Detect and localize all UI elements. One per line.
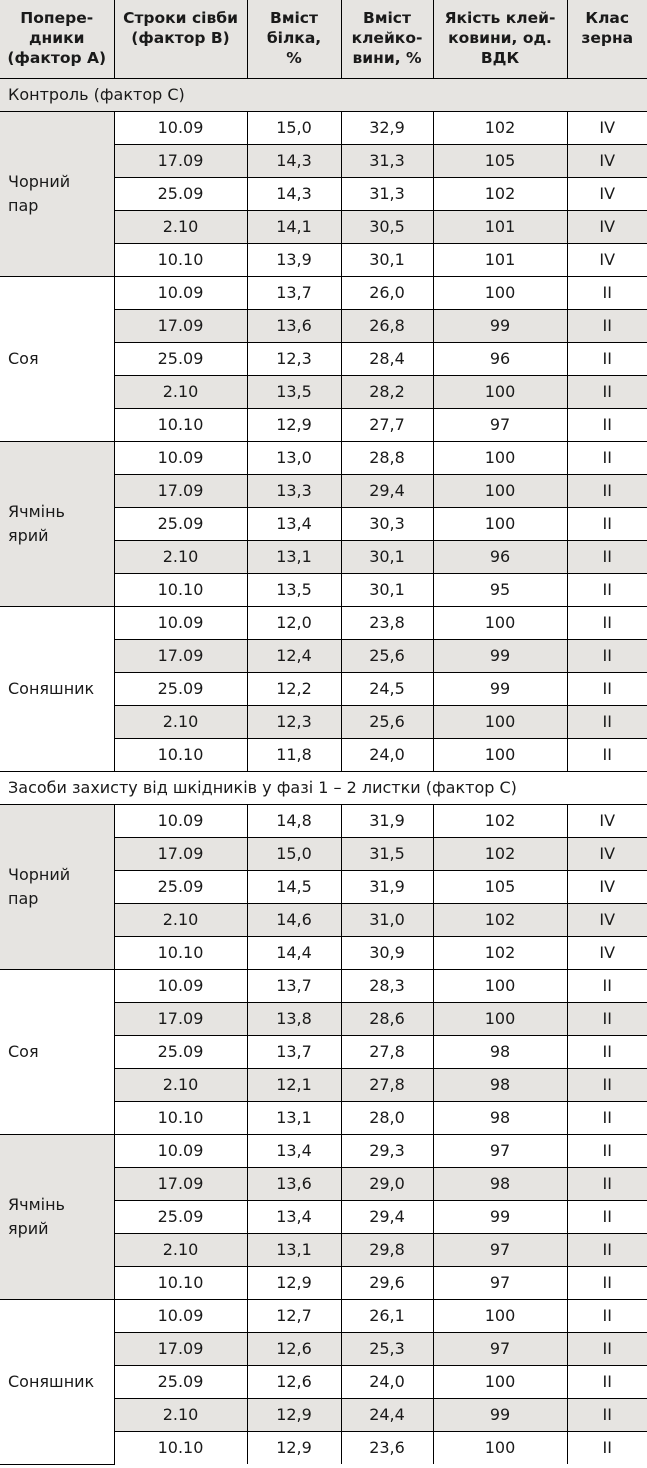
gluten-quality-cell: 97: [433, 1233, 567, 1266]
protein-cell: 12,3: [247, 705, 341, 738]
gluten-cell: 30,5: [341, 210, 433, 243]
gluten-quality-cell: 102: [433, 111, 567, 144]
gluten-cell: 29,4: [341, 474, 433, 507]
sowing-date-cell: 2.10: [114, 1233, 247, 1266]
gluten-cell: 30,1: [341, 243, 433, 276]
predecessor-cell: Ячмінь ярий: [0, 441, 114, 606]
gluten-quality-cell: 100: [433, 1002, 567, 1035]
gluten-cell: 31,5: [341, 837, 433, 870]
gluten-cell: 26,8: [341, 309, 433, 342]
sowing-date-cell: 10.10: [114, 738, 247, 771]
sowing-date-cell: 25.09: [114, 507, 247, 540]
protein-cell: 12,9: [247, 1266, 341, 1299]
gluten-quality-cell: 99: [433, 309, 567, 342]
protein-cell: 13,5: [247, 375, 341, 408]
gluten-cell: 30,9: [341, 936, 433, 969]
grain-class-cell: IV: [567, 144, 647, 177]
protein-cell: 14,4: [247, 936, 341, 969]
gluten-cell: 28,6: [341, 1002, 433, 1035]
protein-cell: 13,4: [247, 1200, 341, 1233]
protein-cell: 13,1: [247, 1101, 341, 1134]
protein-cell: 13,6: [247, 309, 341, 342]
protein-cell: 12,2: [247, 672, 341, 705]
grain-class-cell: II: [567, 342, 647, 375]
protein-cell: 13,4: [247, 507, 341, 540]
table-row: [0, 441, 647, 474]
sowing-date-cell: 10.09: [114, 111, 247, 144]
grain-class-cell: II: [567, 1035, 647, 1068]
gluten-quality-cell: 105: [433, 144, 567, 177]
gluten-quality-cell: 97: [433, 1134, 567, 1167]
sowing-date-cell: 10.09: [114, 1299, 247, 1332]
gluten-cell: 28,8: [341, 441, 433, 474]
header-predecessor: [0, 0, 114, 78]
gluten-quality-cell: 101: [433, 243, 567, 276]
gluten-cell: 29,3: [341, 1134, 433, 1167]
protein-cell: 12,0: [247, 606, 341, 639]
grain-class-cell: II: [567, 1332, 647, 1365]
table-row: [0, 1299, 647, 1332]
header-predecessor-label: Попере- дники (фактор А): [7, 9, 107, 67]
gluten-quality-cell: 97: [433, 1266, 567, 1299]
gluten-quality-cell: 98: [433, 1101, 567, 1134]
header-sowing-date: [114, 0, 247, 78]
gluten-cell: 23,8: [341, 606, 433, 639]
header-protein-label: Вміст білка, %: [266, 9, 322, 67]
gluten-quality-cell: 100: [433, 1431, 567, 1464]
protein-cell: 13,1: [247, 1233, 341, 1266]
sowing-date-cell: 25.09: [114, 177, 247, 210]
gluten-cell: 24,5: [341, 672, 433, 705]
gluten-quality-cell: 100: [433, 507, 567, 540]
header-grain-class: [567, 0, 647, 78]
sowing-date-cell: 10.10: [114, 1266, 247, 1299]
protein-cell: 13,7: [247, 276, 341, 309]
grain-class-cell: II: [567, 1134, 647, 1167]
protein-cell: 14,3: [247, 144, 341, 177]
gluten-quality-cell: 102: [433, 837, 567, 870]
protein-cell: 14,6: [247, 903, 341, 936]
protein-cell: 12,6: [247, 1332, 341, 1365]
grain-class-cell: II: [567, 969, 647, 1002]
gluten-cell: 30,1: [341, 573, 433, 606]
sowing-date-cell: 2.10: [114, 1068, 247, 1101]
predecessor-cell: Соя: [0, 969, 114, 1134]
protein-cell: 12,9: [247, 1398, 341, 1431]
sowing-date-cell: 10.10: [114, 573, 247, 606]
predecessor-cell: Соняшник: [0, 606, 114, 771]
grain-class-cell: IV: [567, 936, 647, 969]
gluten-quality-cell: 102: [433, 804, 567, 837]
gluten-cell: 29,4: [341, 1200, 433, 1233]
gluten-quality-cell: 100: [433, 375, 567, 408]
grain-class-cell: II: [567, 507, 647, 540]
gluten-cell: 24,0: [341, 1365, 433, 1398]
grain-class-cell: II: [567, 375, 647, 408]
grain-class-cell: II: [567, 408, 647, 441]
gluten-cell: 32,9: [341, 111, 433, 144]
protein-cell: 12,7: [247, 1299, 341, 1332]
sowing-date-cell: 25.09: [114, 1035, 247, 1068]
gluten-cell: 31,0: [341, 903, 433, 936]
sowing-date-cell: 10.09: [114, 276, 247, 309]
grain-class-cell: II: [567, 672, 647, 705]
protein-cell: 13,1: [247, 540, 341, 573]
gluten-cell: 27,8: [341, 1068, 433, 1101]
sowing-date-cell: 2.10: [114, 903, 247, 936]
sowing-date-cell: 2.10: [114, 375, 247, 408]
gluten-cell: 24,0: [341, 738, 433, 771]
grain-class-cell: II: [567, 1266, 647, 1299]
sowing-date-cell: 17.09: [114, 144, 247, 177]
grain-class-cell: II: [567, 1200, 647, 1233]
protein-cell: 13,4: [247, 1134, 341, 1167]
gluten-quality-cell: 101: [433, 210, 567, 243]
grain-class-cell: II: [567, 1299, 647, 1332]
table-row: [0, 606, 647, 639]
gluten-quality-cell: 100: [433, 441, 567, 474]
gluten-quality-cell: 98: [433, 1068, 567, 1101]
grain-class-cell: II: [567, 573, 647, 606]
gluten-quality-cell: 100: [433, 705, 567, 738]
sowing-date-cell: 10.10: [114, 243, 247, 276]
gluten-cell: 30,3: [341, 507, 433, 540]
grain-class-cell: II: [567, 639, 647, 672]
gluten-cell: 30,1: [341, 540, 433, 573]
gluten-cell: 28,0: [341, 1101, 433, 1134]
gluten-quality-cell: 99: [433, 1200, 567, 1233]
protein-cell: 13,7: [247, 1035, 341, 1068]
protein-cell: 13,9: [247, 243, 341, 276]
gluten-cell: 27,7: [341, 408, 433, 441]
sowing-date-cell: 25.09: [114, 1365, 247, 1398]
protein-cell: 13,8: [247, 1002, 341, 1035]
gluten-quality-cell: 102: [433, 177, 567, 210]
gluten-cell: 27,8: [341, 1035, 433, 1068]
predecessor-cell: Чорний пар: [0, 804, 114, 969]
gluten-quality-cell: 100: [433, 1365, 567, 1398]
sowing-date-cell: 10.09: [114, 804, 247, 837]
gluten-cell: 28,2: [341, 375, 433, 408]
header-gluten-quality-label: Якість клей- ковини, од. ВДК: [444, 9, 556, 67]
sowing-date-cell: 17.09: [114, 1002, 247, 1035]
protein-cell: 14,1: [247, 210, 341, 243]
gluten-quality-cell: 100: [433, 738, 567, 771]
sowing-date-cell: 17.09: [114, 309, 247, 342]
grain-class-cell: II: [567, 1068, 647, 1101]
grain-class-cell: IV: [567, 111, 647, 144]
gluten-cell: 28,3: [341, 969, 433, 1002]
sowing-date-cell: 2.10: [114, 705, 247, 738]
gluten-cell: 31,3: [341, 144, 433, 177]
grain-class-cell: II: [567, 1431, 647, 1464]
header-gluten: [341, 0, 433, 78]
gluten-cell: 25,3: [341, 1332, 433, 1365]
predecessor-cell: Соя: [0, 276, 114, 441]
protein-cell: 13,0: [247, 441, 341, 474]
gluten-quality-cell: 102: [433, 903, 567, 936]
section-title: Засоби захисту від шкідників у фазі 1 – 2 листки (фактор С): [0, 771, 647, 804]
gluten-quality-cell: 102: [433, 936, 567, 969]
gluten-quality-cell: 97: [433, 1332, 567, 1365]
sowing-date-cell: 17.09: [114, 837, 247, 870]
gluten-cell: 31,9: [341, 804, 433, 837]
gluten-quality-cell: 100: [433, 276, 567, 309]
gluten-cell: 23,6: [341, 1431, 433, 1464]
protein-cell: 14,3: [247, 177, 341, 210]
protein-cell: 13,5: [247, 573, 341, 606]
sowing-date-cell: 10.09: [114, 606, 247, 639]
grain-class-cell: II: [567, 1002, 647, 1035]
gluten-quality-cell: 100: [433, 606, 567, 639]
sowing-date-cell: 2.10: [114, 210, 247, 243]
sowing-date-cell: 25.09: [114, 870, 247, 903]
sowing-date-cell: 10.10: [114, 408, 247, 441]
header-protein: [247, 0, 341, 78]
grain-class-cell: IV: [567, 870, 647, 903]
gluten-cell: 25,6: [341, 705, 433, 738]
protein-cell: 12,9: [247, 408, 341, 441]
grain-class-cell: IV: [567, 210, 647, 243]
protein-cell: 12,3: [247, 342, 341, 375]
gluten-cell: 24,4: [341, 1398, 433, 1431]
sowing-date-cell: 17.09: [114, 474, 247, 507]
gluten-quality-cell: 105: [433, 870, 567, 903]
protein-cell: 13,7: [247, 969, 341, 1002]
sowing-date-cell: 2.10: [114, 1398, 247, 1431]
section-row: [0, 771, 647, 804]
gluten-cell: 29,0: [341, 1167, 433, 1200]
table-row: [0, 276, 647, 309]
grain-class-cell: IV: [567, 837, 647, 870]
table-row: [0, 969, 647, 1002]
grain-class-cell: II: [567, 1167, 647, 1200]
gluten-quality-cell: 98: [433, 1167, 567, 1200]
grain-class-cell: IV: [567, 243, 647, 276]
grain-class-cell: II: [567, 1101, 647, 1134]
grain-class-cell: II: [567, 540, 647, 573]
sowing-date-cell: 10.10: [114, 936, 247, 969]
sowing-date-cell: 25.09: [114, 1200, 247, 1233]
table-row: [0, 804, 647, 837]
grain-class-cell: II: [567, 441, 647, 474]
gluten-cell: 31,3: [341, 177, 433, 210]
gluten-quality-cell: 99: [433, 1398, 567, 1431]
sowing-date-cell: 17.09: [114, 1167, 247, 1200]
table-row: [0, 111, 647, 144]
protein-cell: 12,1: [247, 1068, 341, 1101]
grain-class-cell: IV: [567, 804, 647, 837]
gluten-quality-cell: 98: [433, 1035, 567, 1068]
grain-class-cell: IV: [567, 177, 647, 210]
header-sowing-date-label: Строки сівби (фактор В): [123, 9, 238, 47]
predecessor-cell: Чорний пар: [0, 111, 114, 276]
protein-cell: 14,8: [247, 804, 341, 837]
grain-class-cell: IV: [567, 903, 647, 936]
grain-class-cell: II: [567, 309, 647, 342]
sowing-date-cell: 2.10: [114, 540, 247, 573]
protein-cell: 15,0: [247, 837, 341, 870]
sowing-date-cell: 17.09: [114, 1332, 247, 1365]
gluten-quality-cell: 95: [433, 573, 567, 606]
gluten-quality-cell: 96: [433, 540, 567, 573]
table-header: [0, 0, 647, 78]
protein-cell: 12,6: [247, 1365, 341, 1398]
gluten-quality-cell: 100: [433, 1299, 567, 1332]
header-grain-class-label: Клас зерна: [581, 9, 634, 47]
grain-class-cell: II: [567, 606, 647, 639]
header-gluten-quality: [433, 0, 567, 78]
gluten-quality-cell: 99: [433, 672, 567, 705]
header-row: [0, 0, 647, 78]
grain-class-cell: II: [567, 474, 647, 507]
predecessor-cell: Соняшник: [0, 1299, 114, 1464]
gluten-quality-cell: 100: [433, 474, 567, 507]
gluten-quality-cell: 97: [433, 408, 567, 441]
grain-class-cell: II: [567, 705, 647, 738]
predecessor-cell: Ячмінь ярий: [0, 1134, 114, 1299]
gluten-cell: 31,9: [341, 870, 433, 903]
grain-class-cell: II: [567, 1398, 647, 1431]
protein-cell: 12,9: [247, 1431, 341, 1464]
section-title: Контроль (фактор С): [0, 78, 647, 111]
gluten-cell: 26,0: [341, 276, 433, 309]
protein-cell: 15,0: [247, 111, 341, 144]
sowing-date-cell: 17.09: [114, 639, 247, 672]
header-gluten-label: Вміст клейко- вини, %: [351, 9, 423, 67]
grain-class-cell: II: [567, 276, 647, 309]
table-body: [0, 78, 647, 1464]
sowing-date-cell: 25.09: [114, 672, 247, 705]
grain-class-cell: II: [567, 1365, 647, 1398]
sowing-date-cell: 10.09: [114, 441, 247, 474]
gluten-cell: 28,4: [341, 342, 433, 375]
gluten-quality-cell: 96: [433, 342, 567, 375]
protein-cell: 14,5: [247, 870, 341, 903]
section-row: [0, 78, 647, 111]
sowing-date-cell: 10.09: [114, 969, 247, 1002]
protein-cell: 13,6: [247, 1167, 341, 1200]
gluten-cell: 29,6: [341, 1266, 433, 1299]
grain-class-cell: II: [567, 738, 647, 771]
protein-cell: 13,3: [247, 474, 341, 507]
sowing-date-cell: 10.10: [114, 1101, 247, 1134]
protein-cell: 12,4: [247, 639, 341, 672]
sowing-date-cell: 10.10: [114, 1431, 247, 1464]
protein-cell: 11,8: [247, 738, 341, 771]
gluten-cell: 25,6: [341, 639, 433, 672]
gluten-cell: 29,8: [341, 1233, 433, 1266]
sowing-date-cell: 10.09: [114, 1134, 247, 1167]
gluten-cell: 26,1: [341, 1299, 433, 1332]
gluten-quality-cell: 100: [433, 969, 567, 1002]
sowing-date-cell: 25.09: [114, 342, 247, 375]
table-row: [0, 1134, 647, 1167]
gluten-quality-cell: 99: [433, 639, 567, 672]
grain-class-cell: II: [567, 1233, 647, 1266]
